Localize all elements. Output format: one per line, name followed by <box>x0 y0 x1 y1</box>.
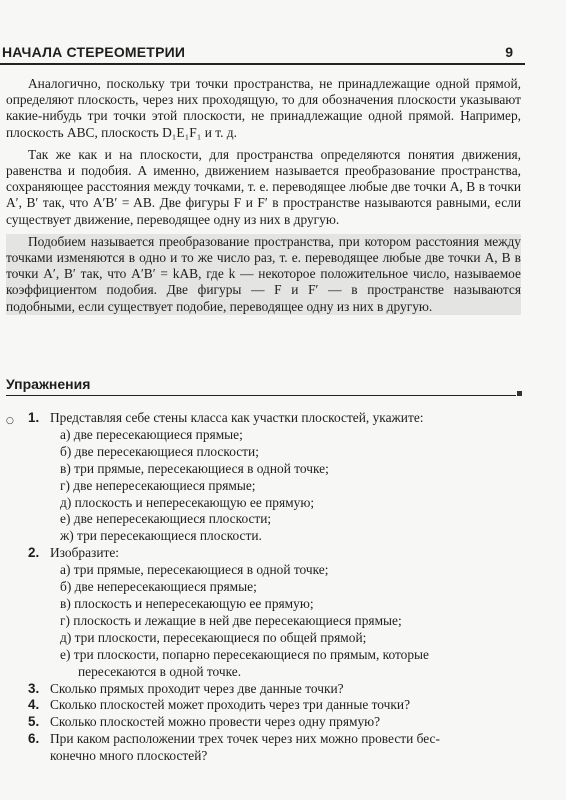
paragraph-2: Так же как и на плоскости, для пространства определяются понятия движения, равенства и подобия. А именно, движением называется преобразование пространства, сохраняющее расстояния между точками, т. е. переводящее любые две точки A, B в точки A′, B′ так, что A′B′ = AB. Две фигуры F и F′ в пространстве называются равными, если существует движение, переводящее одну из них в другую. <box>6 146 521 227</box>
exercise-number: 6. <box>28 731 40 747</box>
exercise-2-item: е) три плоскости, попарно пересекающиеся по прямым, которые <box>60 646 429 662</box>
exercise-2-item-cont: пересекаются в одной точке. <box>78 663 242 679</box>
exercise-4 <box>0 697 530 714</box>
exercise-6-cont: конечно много плоскостей? <box>50 748 208 764</box>
exercise-text: Изобразите: <box>50 545 119 561</box>
exercise-1-item: в) три прямые, пересекающиеся в одной точке; <box>60 460 329 476</box>
exercise-text: Представляя себе стены класса как участки плоскостей, укажите: <box>50 410 424 425</box>
exercise-2 <box>0 545 530 562</box>
exercise-text: Сколько плоскостей может проходить через три данные точки? <box>50 697 411 713</box>
exercise-5 <box>0 714 530 731</box>
section-title: Упражнения <box>6 376 91 392</box>
exercise-6 <box>0 731 530 748</box>
exercise-number: 1. <box>28 410 40 425</box>
paragraph-1: Аналогично, поскольку три точки пространства, не принадлежащие одной прямой, определяют плоскость, через них проходящую, то для обозначения плоскости указывают какие-нибудь три точки этой плоскости, не принадлежащие одной прямой. Например, плоскость ABC, плоскость D₁E₁F₁ и т. д. <box>6 76 521 140</box>
section-marker <box>517 391 522 396</box>
exercise-1-item: ж) три пересекающиеся плоскости. <box>60 528 262 544</box>
circle-bullet-icon: ○ <box>6 416 14 426</box>
page-header <box>0 44 525 66</box>
exercise-2-item: б) две непересекающиеся прямые; <box>60 579 257 595</box>
exercise-list <box>0 410 530 765</box>
section-rule <box>6 395 516 396</box>
paragraph-3: Подобием называется преобразование пространства, при котором расстояния между точками изменяются в одно и то же число раз, т. е. переводящее любые две точки A, B в точки A′, B′ так, что A′B′ = kAB, где k — некоторое положительное число, называемое коэффициентом подобия. Две фигуры — F и F′ — в пространстве называются подобными, если существует подобие, переводящее одну из них в другую. <box>6 233 521 314</box>
exercise-3 <box>0 681 530 698</box>
exercise-1-item: г) две непересекающиеся прямые; <box>60 477 256 493</box>
exercise-text: Сколько плоскостей можно провести через одну прямую? <box>50 714 381 730</box>
exercise-number: 5. <box>28 714 40 730</box>
exercise-2-item: а) три прямые, пересекающиеся в одной точке; <box>60 562 329 578</box>
exercise-1-item: б) две пересекающиеся плоскости; <box>60 443 259 459</box>
body-text <box>6 76 521 315</box>
exercise-1-item: а) две пересекающиеся прямые; <box>60 426 243 442</box>
header-rule <box>0 63 525 65</box>
running-title: НАЧАЛА СТЕРЕОМЕТРИИ <box>2 44 186 60</box>
exercise-text: Сколько прямых проходит через две данные точки? <box>50 680 344 696</box>
exercise-2-item: д) три плоскости, пересекающиеся по общей прямой; <box>60 629 367 645</box>
exercise-2-item: в) плоскость и непересекающую ее прямую; <box>60 595 314 611</box>
exercise-1 <box>0 410 530 427</box>
exercise-number: 2. <box>28 545 40 561</box>
exercise-1-item: д) плоскость и непересекающую ее прямую; <box>60 494 315 510</box>
exercise-number: 4. <box>28 697 40 713</box>
page-number: 9 <box>505 44 513 60</box>
exercise-1-item: е) две непересекающиеся плоскости; <box>60 511 272 527</box>
section-heading <box>6 376 522 398</box>
exercise-number: 3. <box>28 680 40 696</box>
exercise-2-item: г) плоскость и лежащие в ней две пересекающиеся прямые; <box>60 612 402 628</box>
exercise-text: При каком расположении трех точек через них можно провести бес- <box>50 731 440 747</box>
